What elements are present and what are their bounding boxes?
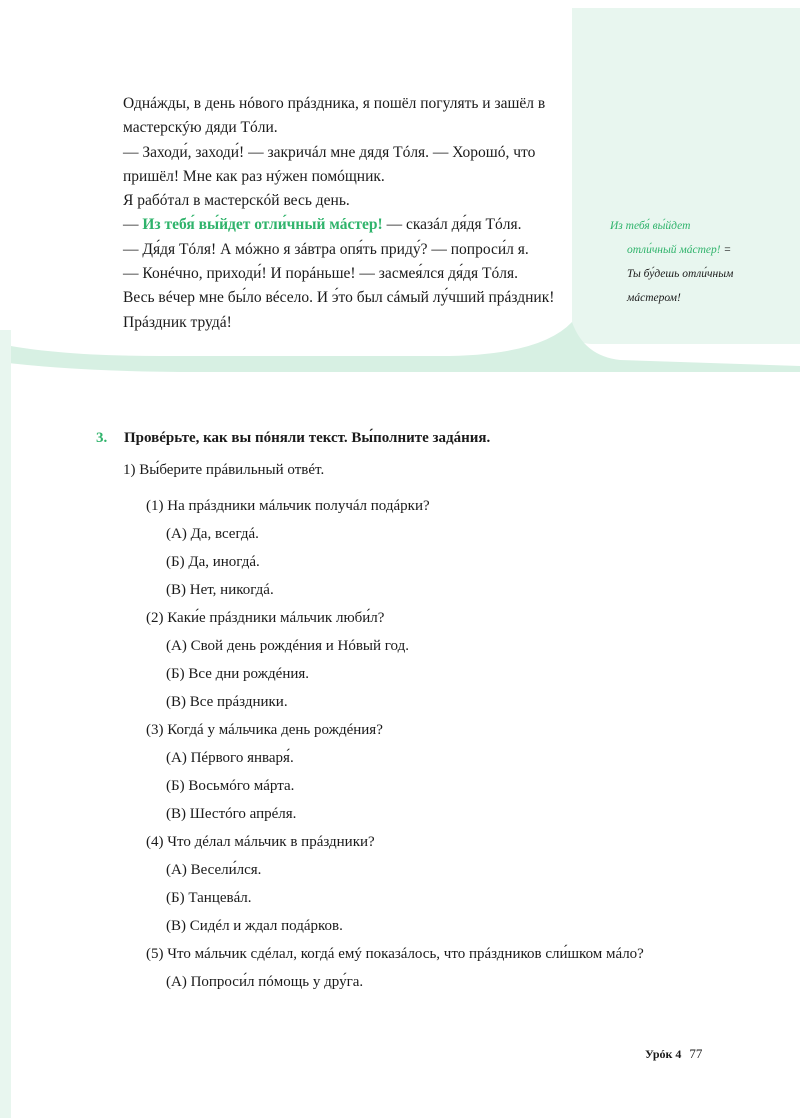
answer-option: (А) Да, всегдá. bbox=[166, 526, 259, 542]
note-line: мáстером! bbox=[627, 292, 681, 304]
answer-option: (Б) Восьмóго мáрта. bbox=[166, 778, 295, 794]
question: (4) Что дéлал мáльчик в прáздники? bbox=[146, 834, 375, 850]
left-margin-strip bbox=[0, 330, 11, 1118]
story-line: мастерскýю дяди Тóли. bbox=[123, 119, 278, 137]
answer-option: (Б) Все дни рождéния. bbox=[166, 666, 310, 682]
story-line: — Конéчно, приходи́! И порáньше! — засмея́лся дя́дя Тóля. bbox=[123, 265, 518, 283]
note-line: отли́чный мáстер! = bbox=[627, 244, 732, 256]
story-line-highlighted: — Из тебя́ вы́йдет отли́чный мáстер! — сказáл дя́дя Тóля. bbox=[123, 216, 522, 234]
answer-option: (А) Пéрвого января́. bbox=[166, 750, 294, 766]
answer-option: (В) Все прáздники. bbox=[166, 694, 288, 710]
task-number: 3. bbox=[96, 430, 108, 446]
lesson-label: Урóк 4 bbox=[645, 1047, 682, 1061]
answer-option: (А) Свой день рождéния и Нóвый год. bbox=[166, 638, 410, 654]
question: (2) Каки́е прáздники мáльчик люби́л? bbox=[146, 610, 385, 626]
answer-option: (А) Попроси́л пóмощь у дру́га. bbox=[166, 974, 364, 990]
page-number: 77 bbox=[689, 1046, 703, 1061]
question: (3) Когдá у мáльчика день рождéния? bbox=[146, 722, 383, 738]
answer-option: (В) Сидéл и ждал подáрков. bbox=[166, 918, 343, 934]
story-text bbox=[123, 92, 568, 335]
note-line: Из тебя́ вы́йдет bbox=[610, 220, 691, 232]
question: (5) Что мáльчик сдéлал, когдá емý показáлось, что прáздников сли́шком мáло? bbox=[146, 946, 644, 962]
story-line: Однáжды, в день нóвого прáздника, я пошёл погулять и зашёл в bbox=[123, 95, 546, 112]
story-line: — Заходи́, заходи́! — закричáл мне дядя Тóля. — Хорошó, что bbox=[123, 143, 536, 161]
side-note bbox=[610, 214, 780, 310]
task-heading bbox=[96, 430, 490, 447]
story-line: пришёл! Мне как раз нýжен помóщник. bbox=[123, 167, 385, 185]
answer-option: (Б) Да, иногдá. bbox=[166, 554, 260, 570]
question: (1) На прáздники мáльчик получáл подáрки? bbox=[146, 498, 430, 514]
task-subheading: 1) Вы́берите прáвильный отвéт. bbox=[123, 462, 325, 478]
answer-option: (А) Весели́лся. bbox=[166, 862, 262, 878]
task-title: Провéрьте, как вы пóняли текст. Вы́полните задáния. bbox=[124, 430, 491, 446]
note-line: Ты бу́дешь отли́чным bbox=[627, 268, 734, 280]
answer-option: (Б) Танцевáл. bbox=[166, 890, 252, 906]
story-line: Весь вéчер мне бы́ло вéсело. И э́то был сáмый лу́чший прáздник! bbox=[123, 289, 555, 307]
story-line: — Дя́дя Тóля! А мóжно я зáвтра опя́ть приду́? — попроси́л я. bbox=[123, 240, 529, 258]
page-footer bbox=[645, 1046, 702, 1062]
question-list bbox=[146, 496, 706, 1000]
answer-option: (В) Шестóго апрéля. bbox=[166, 806, 297, 822]
story-line: Я рабóтал в мастерскóй весь день. bbox=[123, 192, 350, 210]
answer-option: (В) Нет, никогдá. bbox=[166, 582, 274, 598]
highlight-phrase: Из тебя́ вы́йдет отли́чный мáстер! bbox=[142, 216, 383, 234]
story-line: Прáздник трудá! bbox=[123, 313, 232, 331]
